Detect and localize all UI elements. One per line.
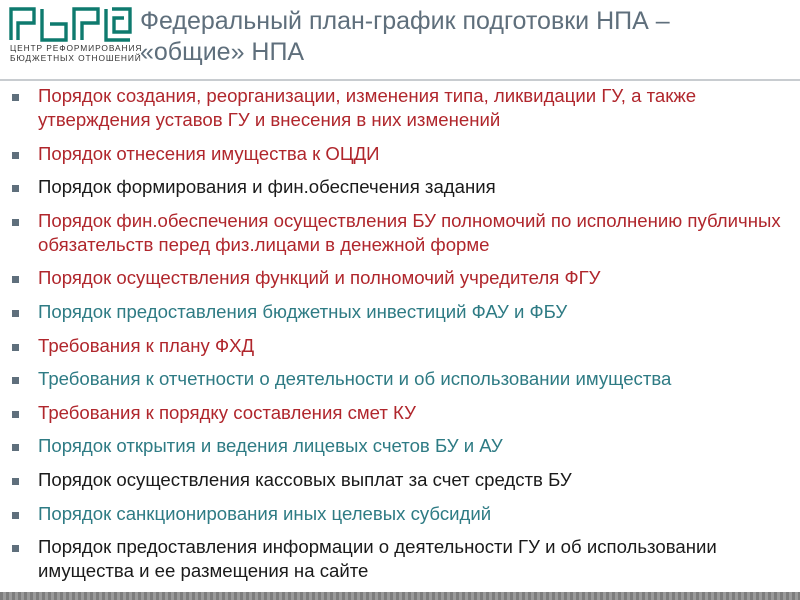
title-divider	[0, 79, 800, 81]
square-bullet-icon	[12, 377, 19, 384]
list-item-text: Порядок санкционирования иных целевых субсидий	[38, 502, 492, 524]
square-bullet-icon	[12, 545, 19, 552]
logo-text-line-1: ЦЕНТР РЕФОРМИРОВАНИЯ	[10, 43, 143, 53]
list-item-text: Порядок создания, реорганизации, изменения типа, ликвидации ГУ, а также утверждения уставов ГУ и внесения в них изменений	[38, 85, 697, 130]
list-item	[0, 401, 800, 425]
list-item-text: Порядок предоставления информации о деятельности ГУ и об использовании имущества и ее размещения на сайте	[38, 536, 717, 582]
list-item	[0, 142, 800, 166]
square-bullet-icon	[12, 276, 19, 283]
square-bullet-icon	[12, 478, 19, 485]
square-bullet-icon	[12, 152, 19, 159]
npa-list	[0, 84, 800, 593]
list-item-text: Требования к отчетности о деятельности и об использовании имущества	[38, 368, 672, 390]
list-item	[0, 468, 800, 492]
square-bullet-icon	[12, 310, 19, 317]
list-item-text: Требования к порядку составления смет КУ	[38, 401, 416, 423]
list-item	[0, 300, 800, 324]
list-item-text: Порядок осуществления кассовых выплат за счет средств БУ	[38, 468, 572, 490]
list-item-text: Порядок формирования и фин.обеспечения задания	[38, 176, 496, 198]
square-bullet-icon	[12, 411, 19, 418]
list-item	[0, 434, 800, 458]
square-bullet-icon	[12, 344, 19, 351]
list-item-text: Порядок открытия и ведения лицевых счетов БУ и АУ	[38, 435, 503, 457]
list-item	[0, 175, 800, 199]
list-item	[0, 502, 800, 526]
list-item-text: Требования к плану ФХД	[38, 334, 255, 356]
crbo-logo	[8, 6, 143, 72]
list-item	[0, 209, 800, 257]
square-bullet-icon	[12, 444, 19, 451]
square-bullet-icon	[12, 219, 19, 226]
list-item	[0, 266, 800, 290]
slide-title-line-2: «общие» НПА	[140, 38, 305, 66]
bottom-decorative-bar	[0, 592, 800, 600]
slide-title-line-1: Федеральный план-график подготовки НПА –	[140, 7, 670, 35]
list-item	[0, 334, 800, 358]
list-item-text: Порядок отнесения имущества к ОЦДИ	[38, 142, 380, 164]
logo-text-line-2: БЮДЖЕТНЫХ ОТНОШЕНИЙ	[10, 53, 142, 63]
list-item	[0, 535, 800, 583]
list-item-text: Порядок фин.обеспечения осуществления БУ полномочий по исполнению публичных обязательств перед физ.лицами в денежной форме	[38, 209, 781, 255]
square-bullet-icon	[12, 185, 19, 192]
slide-title	[140, 6, 790, 68]
list-item	[0, 367, 800, 391]
list-item-text: Порядок предоставления бюджетных инвестиций ФАУ и ФБУ	[38, 300, 568, 322]
square-bullet-icon	[12, 94, 19, 101]
list-item-text: Порядок осуществления функций и полномочий учредителя ФГУ	[38, 267, 601, 289]
list-item	[0, 84, 800, 132]
logo-letters-graphic	[8, 6, 132, 42]
square-bullet-icon	[12, 512, 19, 519]
